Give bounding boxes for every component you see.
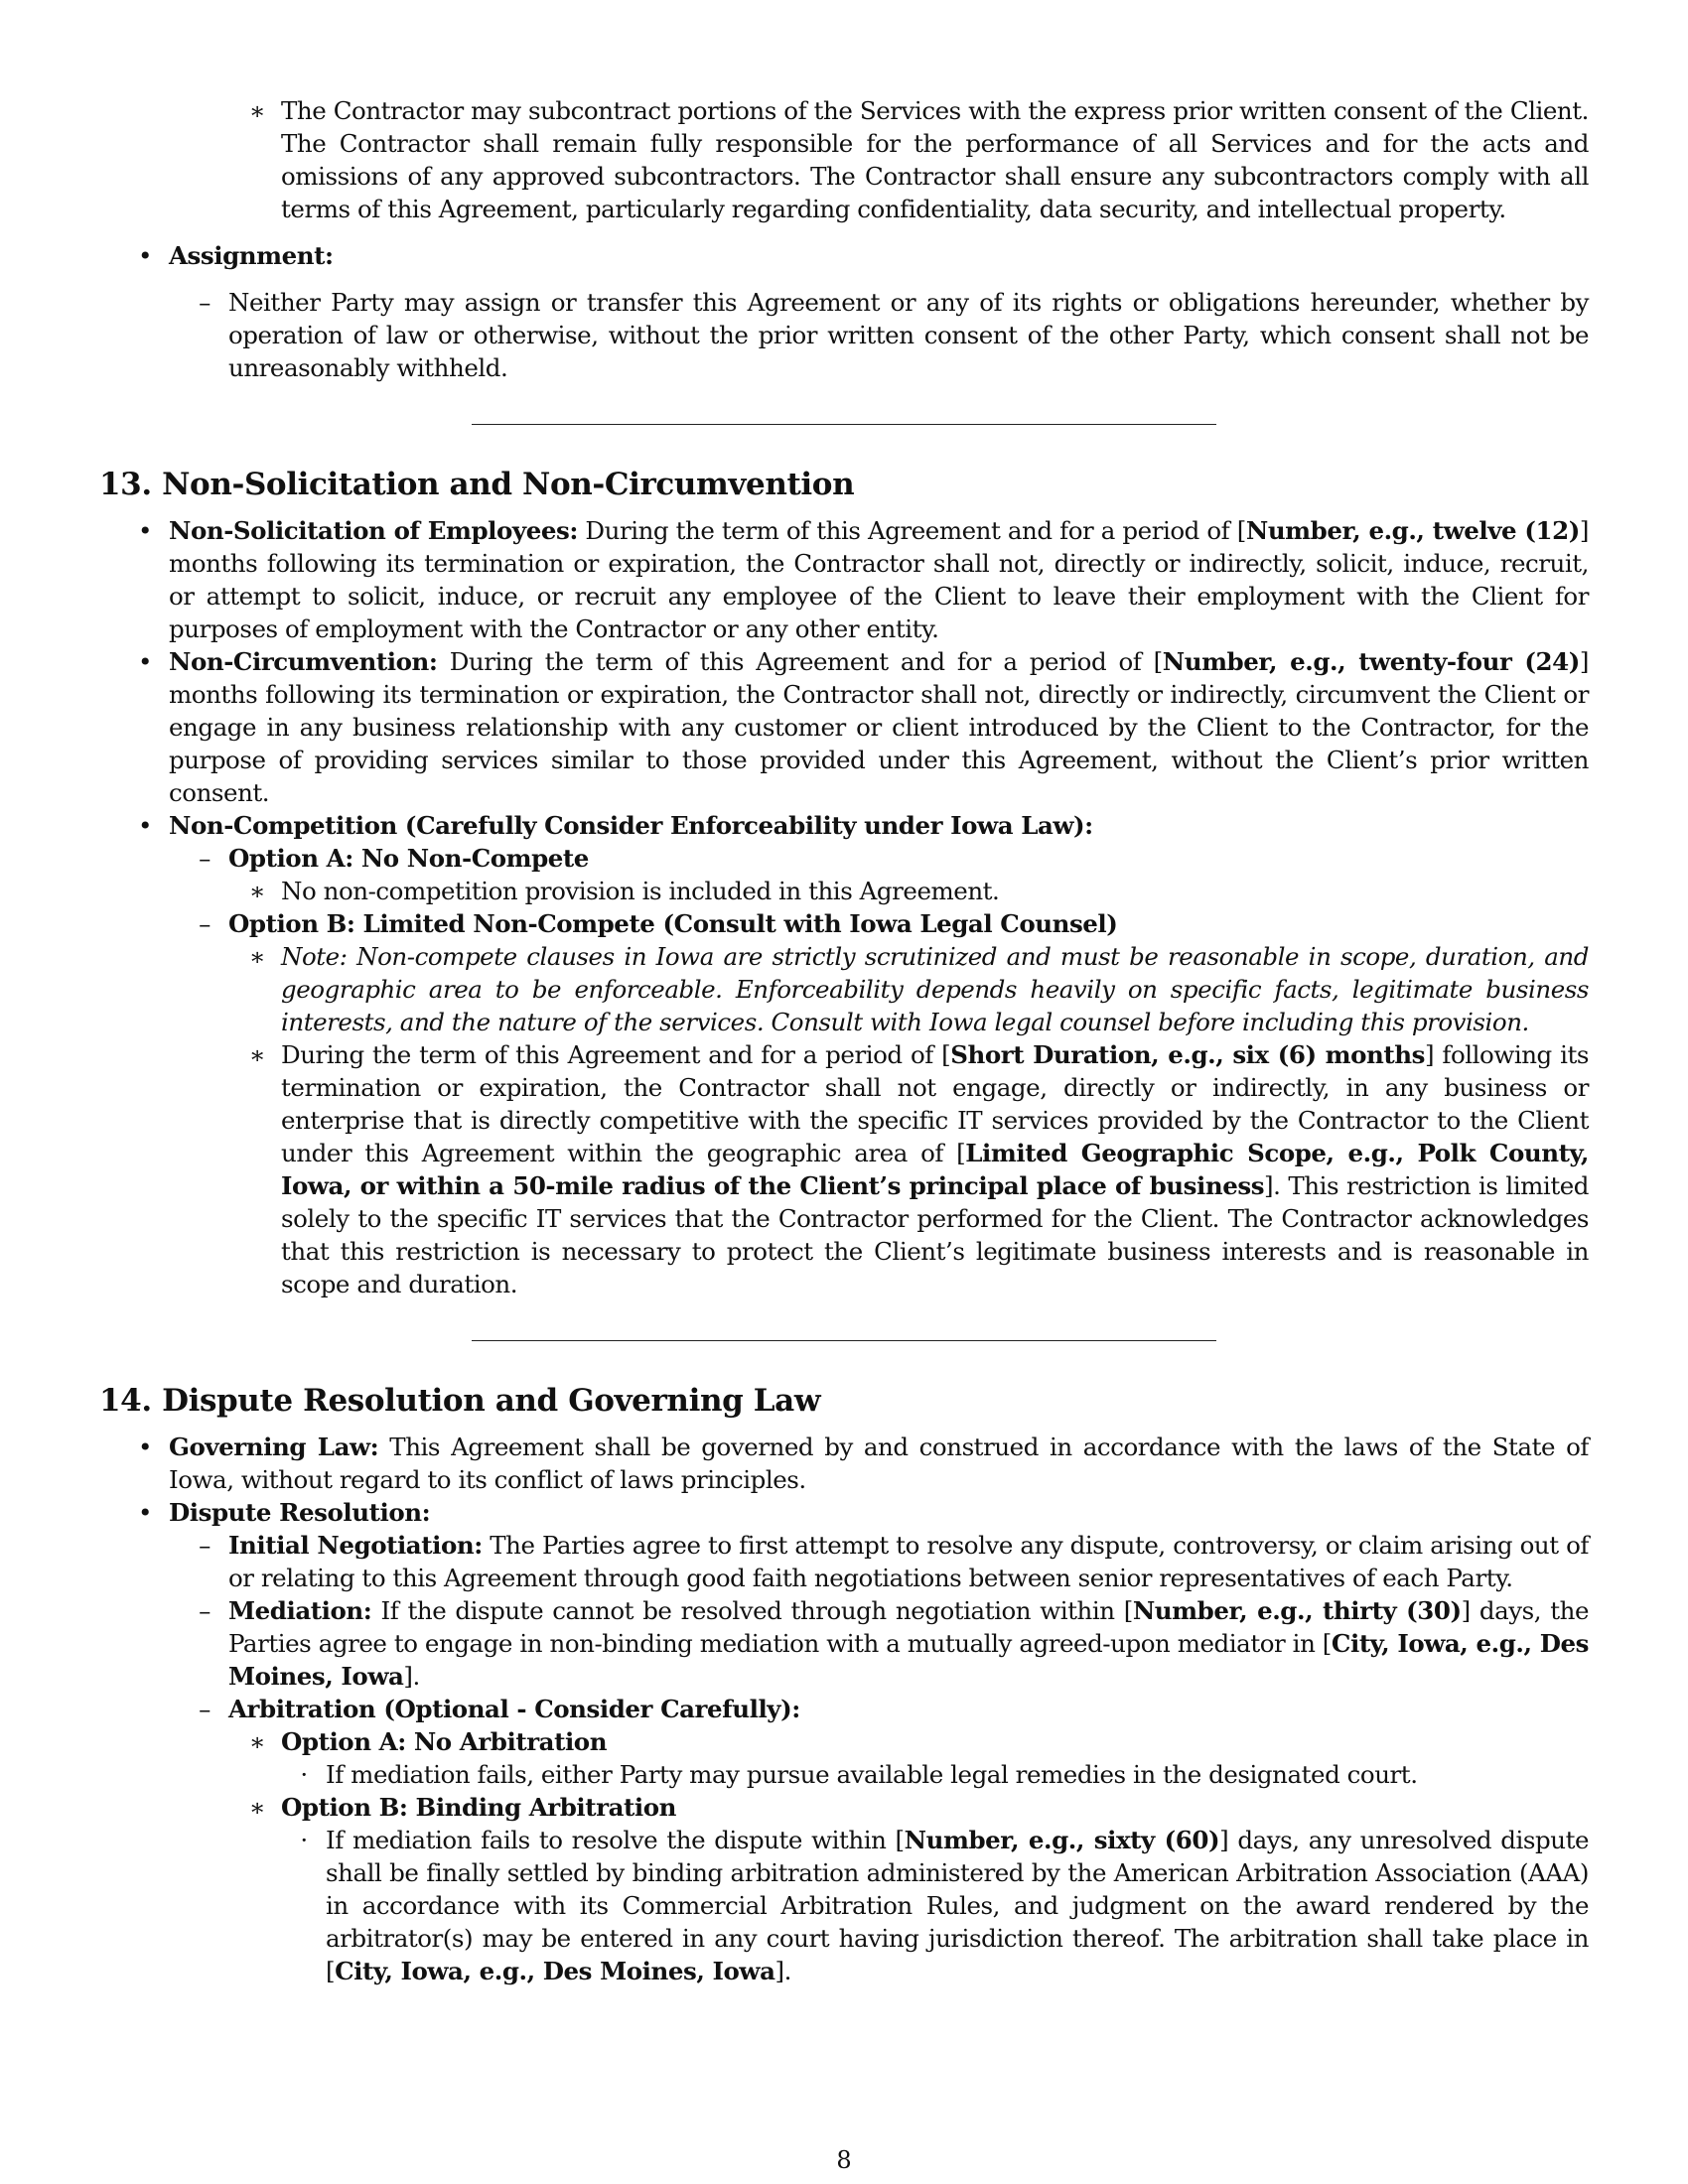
list-item-governing-law: [99, 1431, 1589, 1496]
option-a-text: No non-competition provision is included in this Agreement.: [281, 877, 1000, 905]
dash-marker: –: [199, 844, 211, 873]
dash-marker: –: [199, 1695, 211, 1723]
subcontract-text: The Contractor may subcontract portions of the Services with the express prior written consent of the Client. The Contractor shall remain fully responsible for the performance of all Services and for the acts and omissions of any approved subcontractors. The Contractor shall ensure any subcontractors comply with all terms of this Agreement, particularly regarding confidentiality, data security, and intellectual property.: [281, 96, 1589, 223]
star-marker: ∗: [248, 1040, 266, 1069]
mediation-city-placeholder: City, Iowa, e.g., Des Moines, Iowa: [228, 1629, 1589, 1691]
section-divider: [472, 424, 1216, 425]
list-item-option-b-text: [99, 1038, 1589, 1300]
section-13-heading: 13. Non-Solicitation and Non-Circumvention: [99, 467, 855, 502]
non-solicitation-label: Non-Solicitation of Employees:: [169, 516, 578, 545]
list-item-arbitration-option-b: [99, 1791, 1589, 1824]
bullet-marker: •: [137, 1433, 152, 1461]
star-marker: ∗: [248, 96, 266, 125]
mediation-text-pre: If the dispute cannot be resolved through negotiation within [: [371, 1596, 1133, 1625]
list-item-non-solicitation: [99, 514, 1589, 645]
section-divider: [472, 1340, 1216, 1341]
dispute-resolution-label: Dispute Resolution:: [169, 1498, 431, 1527]
non-circumvention-text-post: ] months following its termination or expiration, the Contractor shall not, directly or indirectly, circumvent the Client or engage in any business relationship with any customer or client introduced by the Client to the Contractor, for the purpose of providing services similar to those provided under this Agreement, without the Client’s prior written consent.: [169, 647, 1589, 807]
dash-marker: –: [199, 288, 211, 317]
section-14-heading: 14. Dispute Resolution and Governing Law: [99, 1383, 821, 1419]
dot-marker: ·: [300, 1760, 308, 1789]
arbitration-option-b-text-post: ].: [774, 1957, 791, 1985]
list-item-arbitration-option-b-text: [99, 1824, 1589, 1987]
list-item-arbitration: [99, 1693, 1589, 1725]
list-item-option-b: [99, 907, 1589, 940]
option-b-scope-placeholder: Limited Geographic Scope, e.g., Polk County, Iowa, or within a 50-mile radius of the Client’s principal place of business: [281, 1139, 1589, 1200]
non-circumvention-placeholder: Number, e.g., twenty-four (24): [1162, 647, 1580, 676]
dash-marker: –: [199, 909, 211, 938]
star-marker: ∗: [248, 877, 266, 905]
mediation-label: Mediation:: [228, 1596, 372, 1625]
option-a-label: Option A: No Non-Compete: [228, 844, 589, 873]
bullet-marker: •: [137, 241, 152, 270]
arbitration-city-placeholder: City, Iowa, e.g., Des Moines, Iowa: [335, 1957, 775, 1985]
arbitration-label: Arbitration (Optional - Consider Carefully):: [228, 1695, 800, 1723]
option-b-text-post: ]. This restriction is limited solely to the specific IT services that the Contractor performed for the Client. The Contractor acknowledges that this restriction is necessary to protect the Client’s legitimate business interests and is reasonable in scope and duration.: [281, 1171, 1589, 1298]
non-solicitation-placeholder: Number, e.g., twelve (12): [1245, 516, 1580, 545]
list-item-option-a: [99, 842, 1589, 875]
negotiation-label: Initial Negotiation:: [228, 1531, 483, 1560]
list-item-non-competition: [99, 809, 1589, 842]
list-item-non-circumvention: [99, 645, 1589, 809]
non-solicitation-text-pre: During the term of this Agreement and for a period of [: [577, 516, 1246, 545]
option-b-text-pre: During the term of this Agreement and for a period of [: [281, 1040, 951, 1069]
bullet-marker: •: [137, 811, 152, 840]
bullet-marker: •: [137, 516, 152, 545]
list-item-dispute-resolution: [99, 1496, 1589, 1529]
mediation-days-placeholder: Number, e.g., thirty (30): [1132, 1596, 1462, 1625]
star-marker: ∗: [248, 1727, 266, 1756]
list-item-mediation: [99, 1594, 1589, 1693]
option-b-duration-placeholder: Short Duration, e.g., six (6) months: [950, 1040, 1425, 1069]
mediation-text-post: ].: [403, 1662, 420, 1691]
arbitration-option-b-text-mid: ] days, any unresolved dispute shall be finally settled by binding arbitration administered by the American Arbitration Association (AAA) in accordance with its Commercial Arbitration Rules, and judgment on the award rendered by the arbitrator(s) may be entered in any court having jurisdiction thereof. The arbitration shall take place in [: [326, 1826, 1590, 1985]
document-page: [99, 94, 1589, 1987]
arbitration-option-b-text-pre: If mediation fails to resolve the dispute within [: [326, 1826, 905, 1854]
star-marker: ∗: [248, 1793, 266, 1822]
arbitration-option-a-text: If mediation fails, either Party may pursue available legal remedies in the designated court.: [326, 1760, 1418, 1789]
star-marker: ∗: [248, 942, 266, 971]
non-solicitation-text-post: ] months following its termination or expiration, the Contractor shall not, directly or indirectly, solicit, induce, recruit, or attempt to solicit, induce, or recruit any employee of the Client to leave their employment with the Client for purposes of employment with the Contractor or any other entity.: [169, 516, 1589, 643]
list-item-assignment: [99, 239, 1589, 272]
list-item-subcontract: [99, 94, 1589, 225]
negotiation-text: The Parties agree to first attempt to resolve any dispute, controversy, or claim arising out of or relating to this Agreement through good faith negotiations between senior representatives of each Party.: [228, 1531, 1589, 1592]
list-item-option-a-text: [99, 875, 1589, 907]
arbitration-option-b-label: Option B: Binding Arbitration: [281, 1793, 676, 1822]
dot-marker: ·: [300, 1826, 308, 1854]
assignment-text: Neither Party may assign or transfer this Agreement or any of its rights or obligations hereunder, whether by operation of law or otherwise, without the prior written consent of the other Party, which consent shall not be unreasonably withheld.: [228, 288, 1589, 382]
arbitration-option-a-label: Option A: No Arbitration: [281, 1727, 608, 1756]
non-circumvention-text-pre: During the term of this Agreement and for a period of [: [437, 647, 1163, 676]
governing-law-label: Governing Law:: [169, 1433, 379, 1461]
bullet-marker: •: [137, 647, 152, 676]
list-item-initial-negotiation: [99, 1529, 1589, 1594]
option-b-label: Option B: Limited Non-Compete (Consult with Iowa Legal Counsel): [228, 909, 1118, 938]
assignment-label: Assignment:: [169, 241, 334, 270]
non-competition-label: Non-Competition (Carefully Consider Enforceability under Iowa Law):: [169, 811, 1093, 840]
dash-marker: –: [199, 1596, 211, 1625]
option-b-note: Note: Non-compete clauses in Iowa are strictly scrutinized and must be reasonable in scope, duration, and geographic area to be enforceable. Enforceability depends heavily on specific facts, legitimate business interests, and the nature of the services. Consult with Iowa legal counsel before including this provision.: [281, 942, 1589, 1036]
page-number: 8: [836, 2146, 852, 2174]
arbitration-days-placeholder: Number, e.g., sixty (60): [904, 1826, 1220, 1854]
mediation-text-mid: ] days, the Parties agree to engage in non-binding mediation with a mutually agreed-upon mediator in [: [228, 1596, 1589, 1658]
dash-marker: –: [199, 1531, 211, 1560]
governing-law-text: This Agreement shall be governed by and construed in accordance with the laws of the State of Iowa, without regard to its conflict of laws principles.: [169, 1433, 1589, 1494]
bullet-marker: •: [137, 1498, 152, 1527]
list-item-arbitration-option-a: [99, 1725, 1589, 1758]
list-item-option-b-note: [99, 940, 1589, 1038]
option-b-text-mid: ] following its termination or expiration, the Contractor shall not engage, directly or indirectly, in any business or enterprise that is directly competitive with the specific IT services provided by the Contractor to the Client under this Agreement within the geographic area of [: [281, 1040, 1589, 1167]
list-item-assignment-text: [99, 286, 1589, 384]
non-circumvention-label: Non-Circumvention:: [169, 647, 438, 676]
list-item-arbitration-option-a-text: [99, 1758, 1589, 1791]
